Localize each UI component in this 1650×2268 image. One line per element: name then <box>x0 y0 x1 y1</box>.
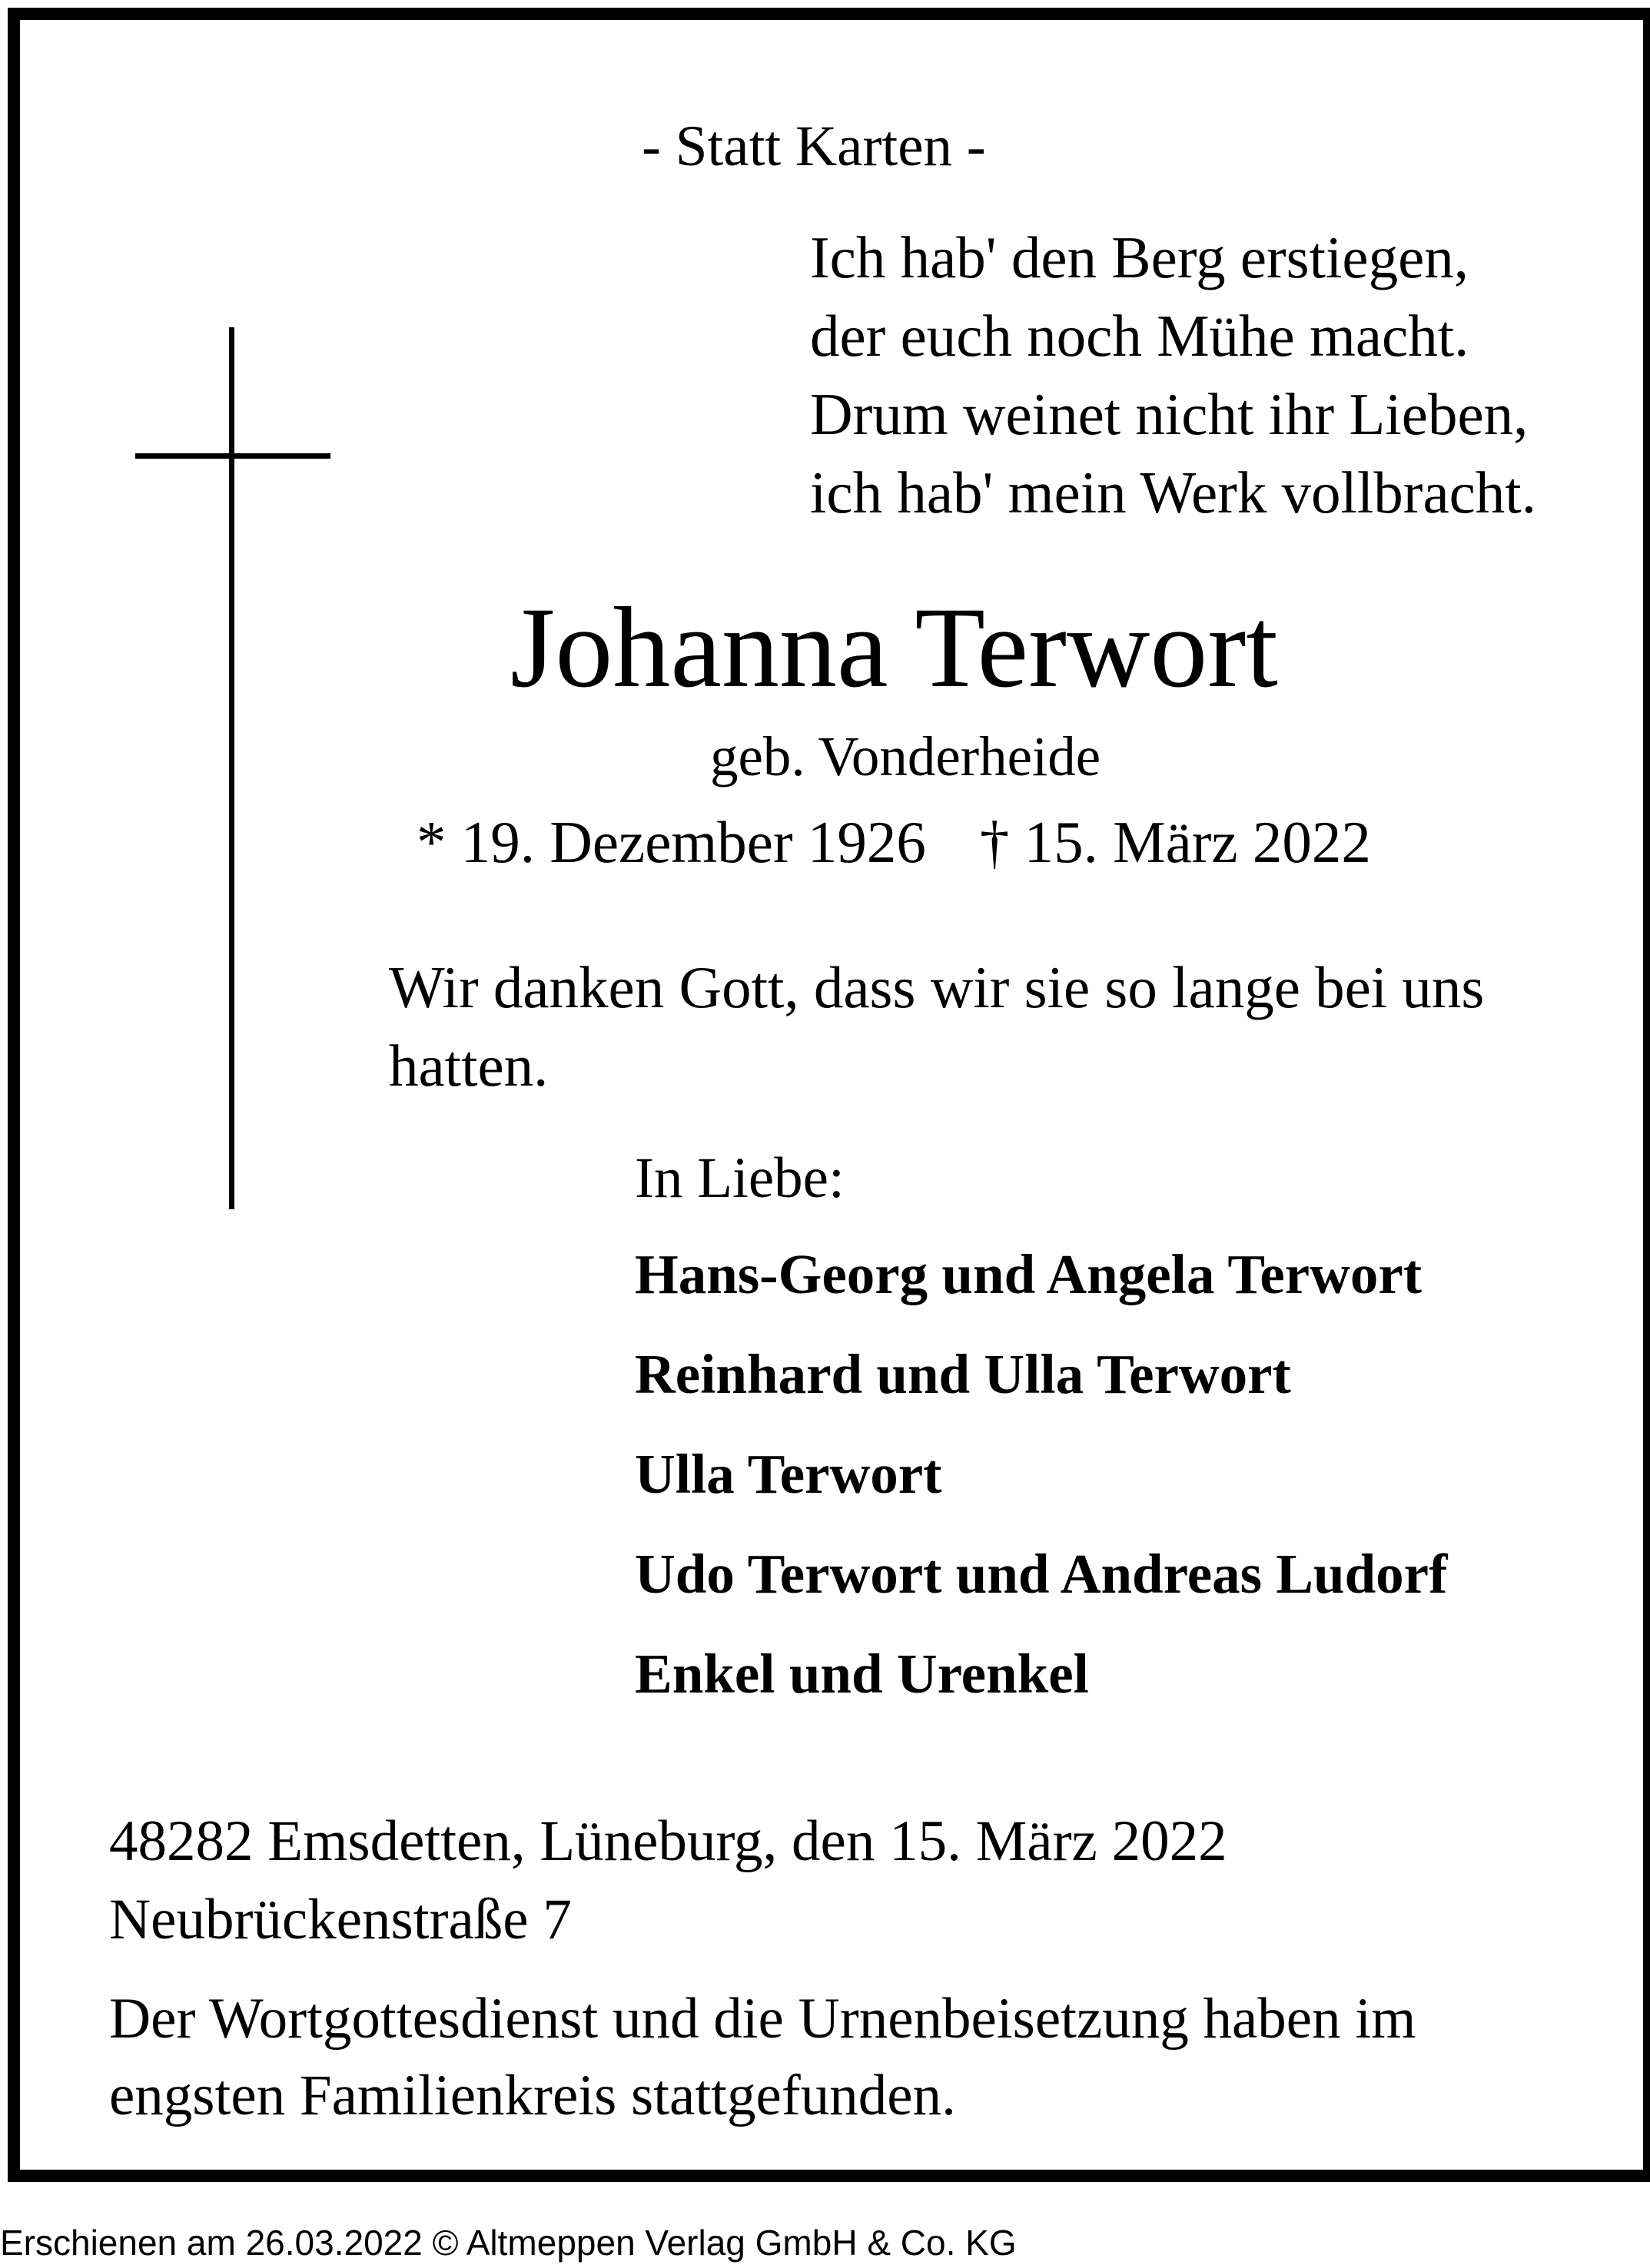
service-line: Der Wortgottesdienst und die Urnenbeisetzung haben im <box>109 1987 1416 2051</box>
maiden-name: geb. Vonderheide <box>710 725 1101 788</box>
life-dates <box>417 809 1371 875</box>
poem-line: Ich hab' den Berg erstiegen, <box>810 224 1469 290</box>
obituary-frame <box>8 8 1650 2182</box>
deceased-name: Johanna Terwort <box>510 584 1278 711</box>
thanks-text: Wir danken Gott, dass wir sie so lange bei uns hatten. <box>389 954 1485 1099</box>
poem <box>810 218 1536 532</box>
statt-karten-label: - Statt Karten - <box>642 114 986 178</box>
birth-date: * 19. Dezember 1926 <box>417 809 926 875</box>
signer: Enkel und Urenkel <box>635 1643 1089 1705</box>
service-line: engsten Familienkreis stattgefunden. <box>109 2064 956 2127</box>
publication-footer: Erschienen am 26.03.2022 © Altmeppen Verlag GmbH & Co. KG <box>0 2223 1017 2263</box>
address: Neubrückenstraße 7 <box>109 1888 572 1951</box>
signer: Udo Terwort und Andreas Ludorf <box>635 1543 1448 1605</box>
in-love-label: In Liebe: <box>635 1146 845 1210</box>
poem-line: Drum weinet nicht ihr Lieben, <box>810 381 1529 447</box>
signer: Reinhard und Ulla Terwort <box>635 1343 1291 1405</box>
signers-list <box>635 1243 1448 1746</box>
signer: Hans-Georg und Angela Terwort <box>635 1243 1423 1305</box>
poem-line: ich hab' mein Werk vollbracht. <box>810 459 1536 526</box>
service-note <box>109 1981 1416 2134</box>
place-block <box>109 1802 1227 1959</box>
place-date: 48282 Emsdetten, Lüneburg, den 15. März 2022 <box>109 1809 1227 1873</box>
poem-line: der euch noch Mühe macht. <box>810 303 1469 369</box>
death-date: † 15. März 2022 <box>979 809 1371 875</box>
signer: Ulla Terwort <box>635 1443 942 1505</box>
latin-cross-icon <box>135 327 335 1219</box>
